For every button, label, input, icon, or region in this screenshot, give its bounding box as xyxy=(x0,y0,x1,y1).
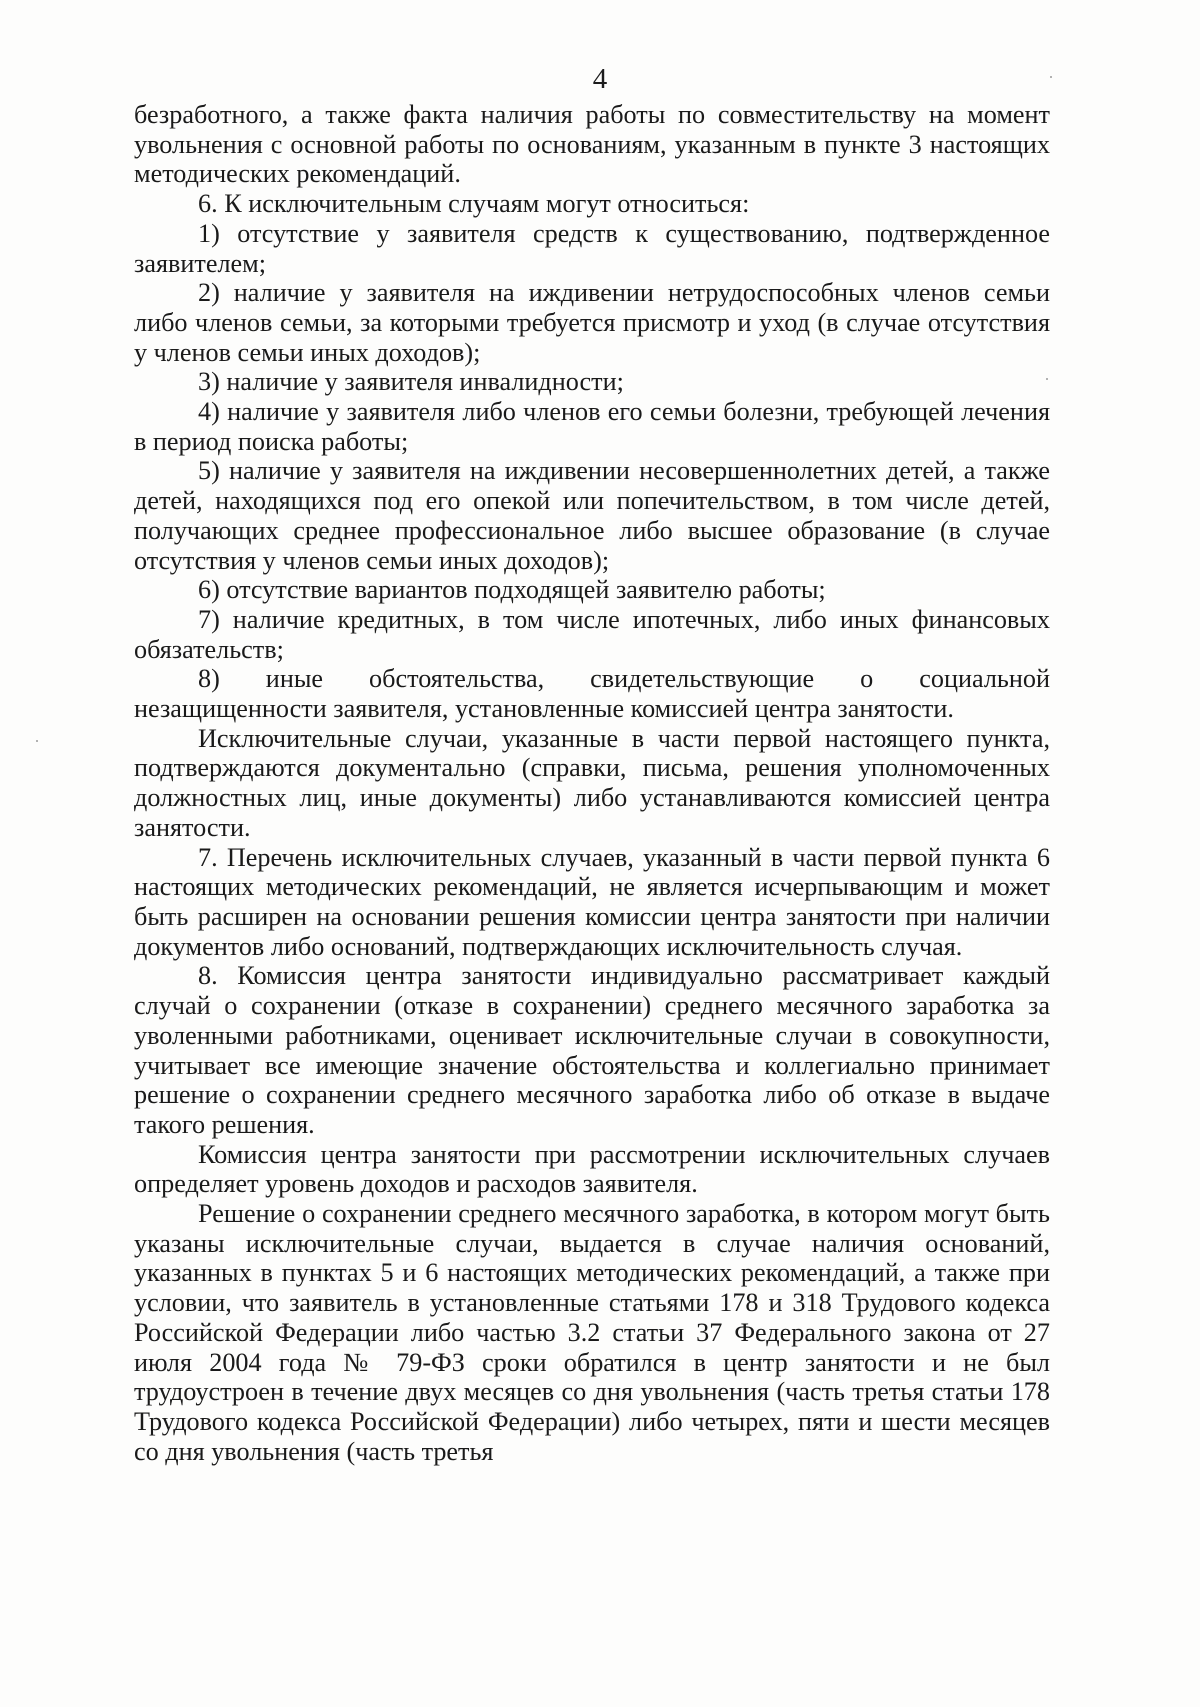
page-number: 4 xyxy=(592,63,608,95)
paragraph-subitem-8: 8) иные обстоятельства, свидетельствующие о социальной незащищенности заявителя, установленные комиссией центра занятости. xyxy=(134,664,1050,724)
paragraph-item-6-heading: 6. К исключительным случаям могут относиться: xyxy=(198,189,750,219)
scan-speck xyxy=(1050,76,1052,78)
paragraph-subitem-4: 4) наличие у заявителя либо членов его семьи болезни, требующей лечения в период поиска работы; xyxy=(134,397,1050,456)
paragraph-subitem-6: 6) отсутствие вариантов подходящей заявителю работы; xyxy=(198,575,826,605)
document-body xyxy=(134,100,1050,1466)
paragraph-commission-income: Комиссия центра занятости при рассмотрении исключительных случаев определяет уровень доходов и расходов заявителя. xyxy=(134,1139,1050,1199)
paragraph-subitem-2: 2) наличие у заявителя на иждивении нетрудоспособных членов семьи либо членов семьи, за которыми требуется присмотр и уход (в случае отсутствия у членов семьи иных доходов); xyxy=(134,278,1050,367)
paragraph-continuation: безработного, а также факта наличия работы по совместительству на момент увольнения с основной работы по основаниям, указанным в пункте 3 настоящих методических рекомендаций. xyxy=(134,100,1050,189)
paragraph-item-8: 8. Комиссия центра занятости индивидуально рассматривает каждый случай о сохранении (отказе в сохранении) среднего месячного заработка за уволенными работниками, оценивает исключительные случаи в совокупности, учитывает все имеющие значение обстоятельства и коллегиально принимает решение о сохранении среднего месячного заработка либо об отказе в выдаче такого решения. xyxy=(134,961,1050,1139)
paragraph-subitem-3: 3) наличие у заявителя инвалидности; xyxy=(198,367,624,397)
paragraph-subitem-7: 7) наличие кредитных, в том числе ипотечных, либо иных финансовых обязательств; xyxy=(134,604,1050,664)
paragraph-exceptional-cases: Исключительные случаи, указанные в части первой настоящего пункта, подтверждаются документально (справки, письма, решения уполномоченных должностных лиц, иные документы) либо устанавливаются комиссией центра занятости. xyxy=(134,723,1050,842)
scan-speck xyxy=(36,740,38,742)
paragraph-item-7: 7. Перечень исключительных случаев, указанный в части первой пункта 6 настоящих методических рекомендаций, не является исчерпывающим и может быть расширен на основании решения комиссии центра занятости при наличии документов либо оснований, подтверждающих исключительность случая. xyxy=(134,842,1050,961)
paragraph-decision: Решение о сохранении среднего месячного заработка, в котором могут быть указаны исключительные случаи, выдается в случае наличия оснований, указанных в пунктах 5 и 6 настоящих методических рекомендаций, а также при условии, что заявитель в установленные статьями 178 и 318 Трудового кодекса Российской Федерации либо частью 3.2 статьи 37 Федерального закона от 27 июля 2004 года № 79-ФЗ сроки обратился в центр занятости и не был трудоустроен в течение двух месяцев со дня увольнения (часть третья статьи 178 Трудового кодекса Российской Федерации) либо четырех, пяти и шести месяцев со дня увольнения (часть третья xyxy=(134,1199,1050,1466)
paragraph-subitem-1: 1) отсутствие у заявителя средств к существованию, подтвержденное заявителем; xyxy=(134,218,1050,278)
scan-speck xyxy=(1046,378,1048,380)
paragraph-subitem-5: 5) наличие у заявителя на иждивении несовершеннолетних детей, а также детей, находящихся под его опекой или попечительством, в том числе детей, получающих среднее профессиональное либо высшее образование (в случае отсутствия у членов семьи иных доходов); xyxy=(134,456,1050,575)
